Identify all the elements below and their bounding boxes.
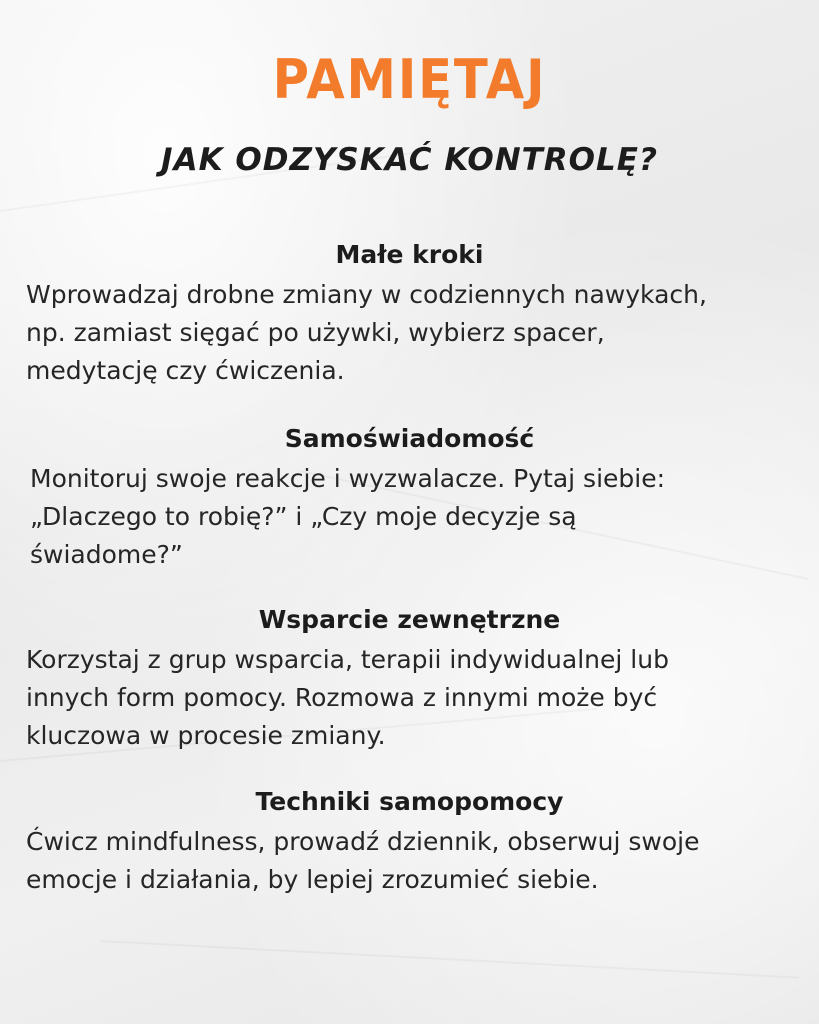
body-line: np. zamiast sięgać po używki, wybierz spacer, (26, 318, 605, 347)
body-line: kluczowa w procesie zmiany. (26, 721, 386, 750)
section-body (0, 276, 819, 390)
body-line: medytację czy ćwiczenia. (26, 356, 345, 385)
section-heading: Techniki samopomocy (255, 787, 564, 816)
section-body (0, 823, 819, 899)
page-subtitle: JAK ODZYSKAĆ KONTROLĘ? (161, 142, 658, 178)
body-line: „Dlaczego to robię?” i „Czy moje decyzje są (30, 502, 577, 531)
body-line: Wprowadzaj drobne zmiany w codziennych nawykach, (26, 280, 707, 309)
section-body (0, 641, 819, 755)
section-samoswiadomosc (0, 424, 819, 574)
section-heading: Samoświadomość (284, 424, 535, 453)
body-line: Korzystaj z grup wsparcia, terapii indywidualnej lub (26, 645, 669, 674)
page-title: PAMIĘTAJ (272, 48, 547, 111)
paper-crease (100, 940, 799, 979)
section-heading: Wsparcie zewnętrzne (258, 605, 561, 634)
section-techniki-samopomocy (0, 787, 819, 899)
body-line: emocje i działania, by lepiej zrozumieć siebie. (26, 865, 599, 894)
body-line: świadome?” (30, 540, 183, 569)
body-line: Ćwicz mindfulness, prowadź dziennik, obserwuj swoje (26, 827, 700, 856)
body-line: Monitoruj swoje reakcje i wyzwalacze. Pytaj siebie: (30, 464, 666, 493)
section-wsparcie-zewnetrzne (0, 605, 819, 755)
body-line: innych form pomocy. Rozmowa z innymi może być (26, 683, 658, 712)
section-heading: Małe kroki (335, 240, 484, 269)
section-male-kroki (0, 240, 819, 390)
section-body (0, 460, 819, 574)
